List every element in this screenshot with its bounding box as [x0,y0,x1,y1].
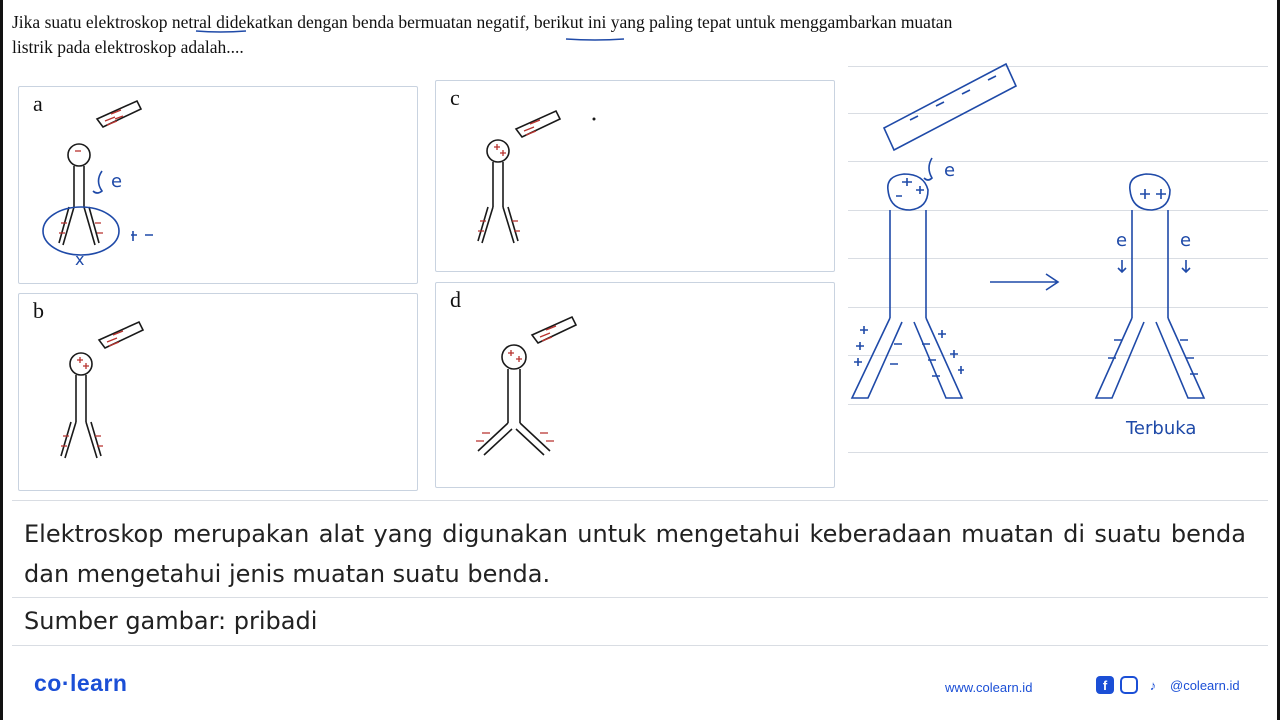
terbuka-caption: Terbuka [1126,418,1197,439]
option-b-panel[interactable] [18,293,418,491]
ruled-line [12,500,1268,501]
option-a-letter: a [33,91,43,116]
ruled-line [12,597,1268,598]
left-frame-border [0,0,3,720]
right-electron-left-label: e [1116,230,1128,251]
option-b-electroscope [19,294,417,490]
question-text: Jika suatu elektroskop netral didekatkan dengan benda bermuatan negatif, berikut ini yang paling tepat untuk menggambarkan muatan listrik pada elektroskop adalah.... [12,12,953,57]
right-electroscope-knob [1130,174,1170,210]
social-handle[interactable]: @colearn.id [1170,677,1240,693]
social-links [1096,676,1240,694]
option-d-letter: d [450,287,461,312]
right-electron-right-label: e [1180,230,1192,251]
source-text: Sumber gambar: pribadi [24,607,318,635]
option-c-panel[interactable] [435,80,835,272]
option-a-electron-label: e [111,171,123,192]
option-c-electroscope [436,81,834,271]
handwritten-diagram [840,50,1260,450]
ruled-line [848,452,1268,453]
ruled-line [12,645,1268,646]
diagram-electron-label: e [944,160,956,181]
option-a-cross-mark: x [75,250,85,269]
instagram-icon[interactable] [1120,676,1138,694]
left-electroscope-knob [888,174,928,210]
option-c-letter: c [450,85,460,110]
charged-rod [884,64,1016,150]
colearn-logo: co·learn [34,670,128,696]
tiktok-icon[interactable]: ♪ [1149,677,1157,693]
option-b-letter: b [33,298,44,323]
option-a-electroscope [19,87,417,283]
option-a-panel[interactable] [18,86,418,284]
option-d-electroscope [436,283,834,487]
option-d-panel[interactable] [435,282,835,488]
facebook-icon[interactable]: f [1096,676,1114,694]
explanation-text: Elektroskop merupakan alat yang digunakan untuk mengetahui keberadaan muatan di suatu benda dan mengetahui jenis muatan suatu benda. [24,520,1246,588]
website-link[interactable]: www.colearn.id [945,680,1033,695]
